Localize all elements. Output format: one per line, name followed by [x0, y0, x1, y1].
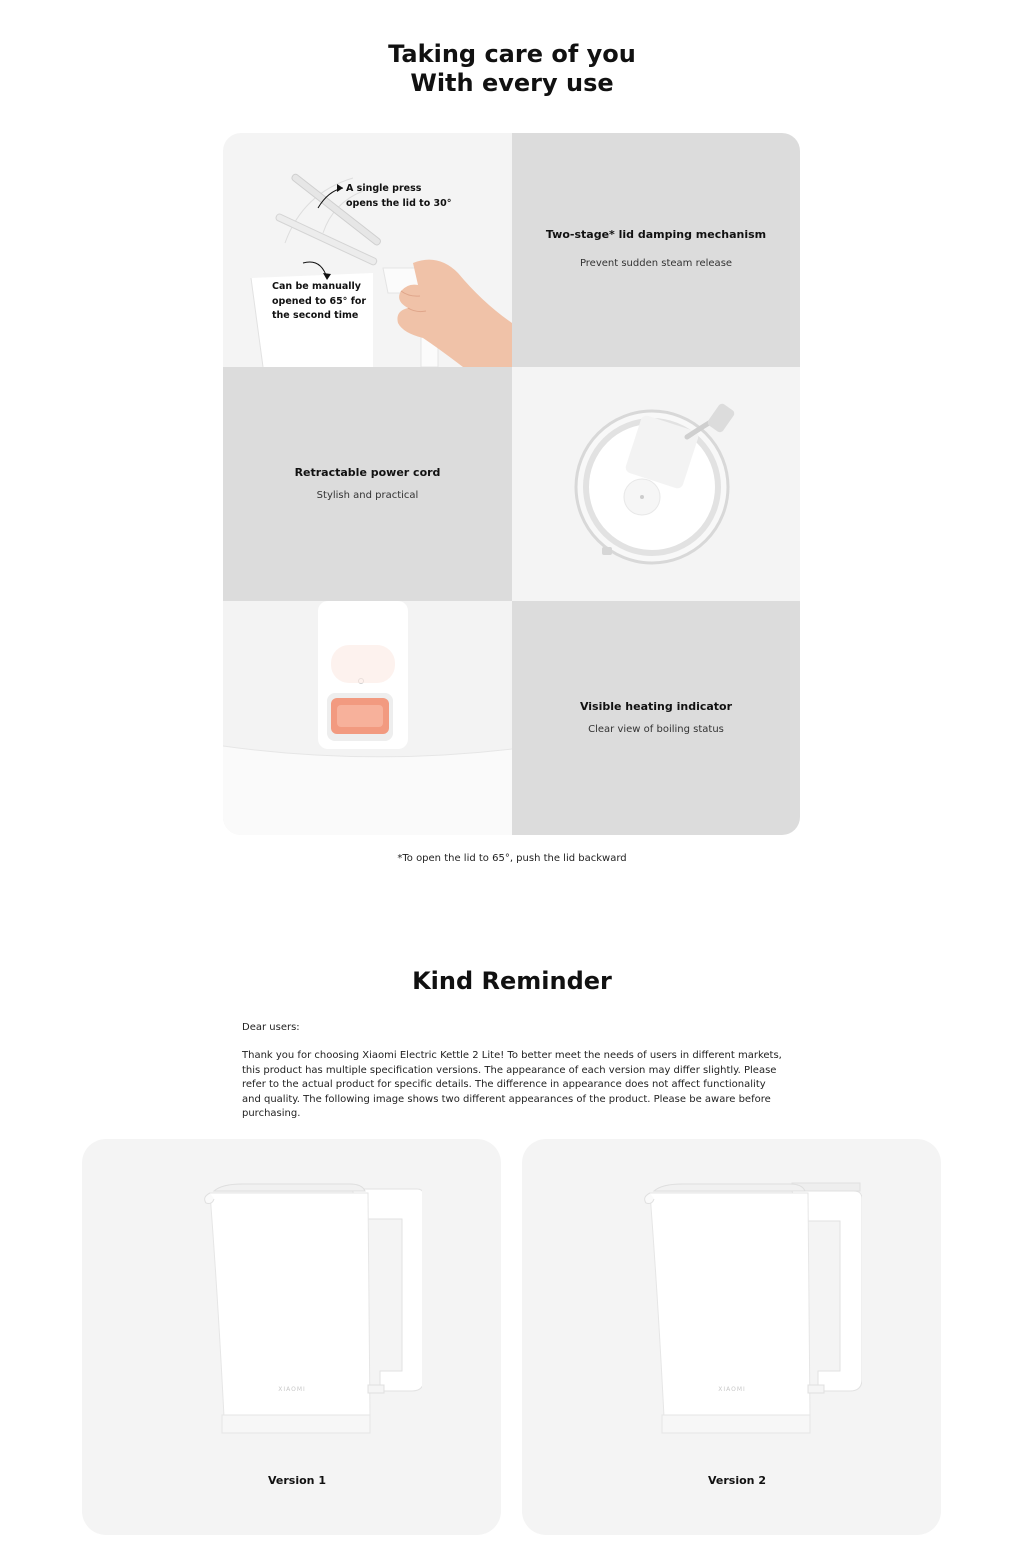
lid-damping-panel [512, 133, 800, 367]
heating-indicator-desc: Clear view of boiling status [588, 724, 724, 735]
kettle-lid-illustration [223, 133, 512, 367]
lid-annotation-bottom: Can be manually opened to 65° for the second time [272, 281, 367, 321]
kettle-base-illustration [512, 367, 800, 601]
kettle-version-2-image [642, 1179, 862, 1439]
section-title-care [0, 40, 1024, 98]
lid-damping-text [512, 228, 800, 269]
heating-indicator-illustration [223, 601, 512, 835]
kettle-version-1-image [202, 1179, 422, 1439]
power-cord-panel [223, 367, 512, 601]
heating-indicator-panel [512, 601, 800, 835]
heating-indicator-text [512, 700, 800, 735]
title-line-2: With every use [410, 69, 614, 97]
version-2-label: Version 2 [708, 1474, 766, 1487]
section-title-reminder: Kind Reminder [412, 967, 612, 995]
power-cord-desc: Stylish and practical [316, 490, 419, 501]
power-cord-text [223, 466, 512, 501]
lid-illustration-panel [223, 133, 512, 367]
heating-indicator-title: Visible heating indicator [579, 700, 733, 713]
feature-grid [223, 133, 800, 835]
version-card-2 [522, 1139, 941, 1535]
lid-damping-desc: Prevent sudden steam release [579, 258, 733, 269]
reminder-greeting: Dear users: [242, 1022, 300, 1033]
title-line-1: Taking care of you [388, 40, 636, 68]
reminder-body: Thank you for choosing Xiaomi Electric Kettle 2 Lite! To better meet the needs of users in different markets, this product has multiple specification versions. The appearance of each version may differ slightly. Please refer to the actual product for specific details. The difference in appearance does not affect functionality and quality. The following image shows two different appearances of the product. Please be aware before purchasing. [242, 1050, 782, 1119]
lid-footnote: *To open the lid to 65°, push the lid backward [397, 853, 627, 864]
brand-text: XIAOMI [718, 1386, 746, 1393]
version-card-1 [82, 1139, 501, 1535]
brand-text: XIAOMI [278, 1386, 306, 1393]
indicator-illustration-panel [223, 601, 512, 835]
power-cord-title: Retractable power cord [294, 466, 441, 479]
version-1-label: Version 1 [268, 1474, 326, 1487]
lid-damping-title: Two-stage* lid damping mechanism [545, 228, 767, 241]
lid-annotation-top: A single press opens the lid to 30° [346, 183, 452, 209]
base-illustration-panel [512, 367, 800, 601]
